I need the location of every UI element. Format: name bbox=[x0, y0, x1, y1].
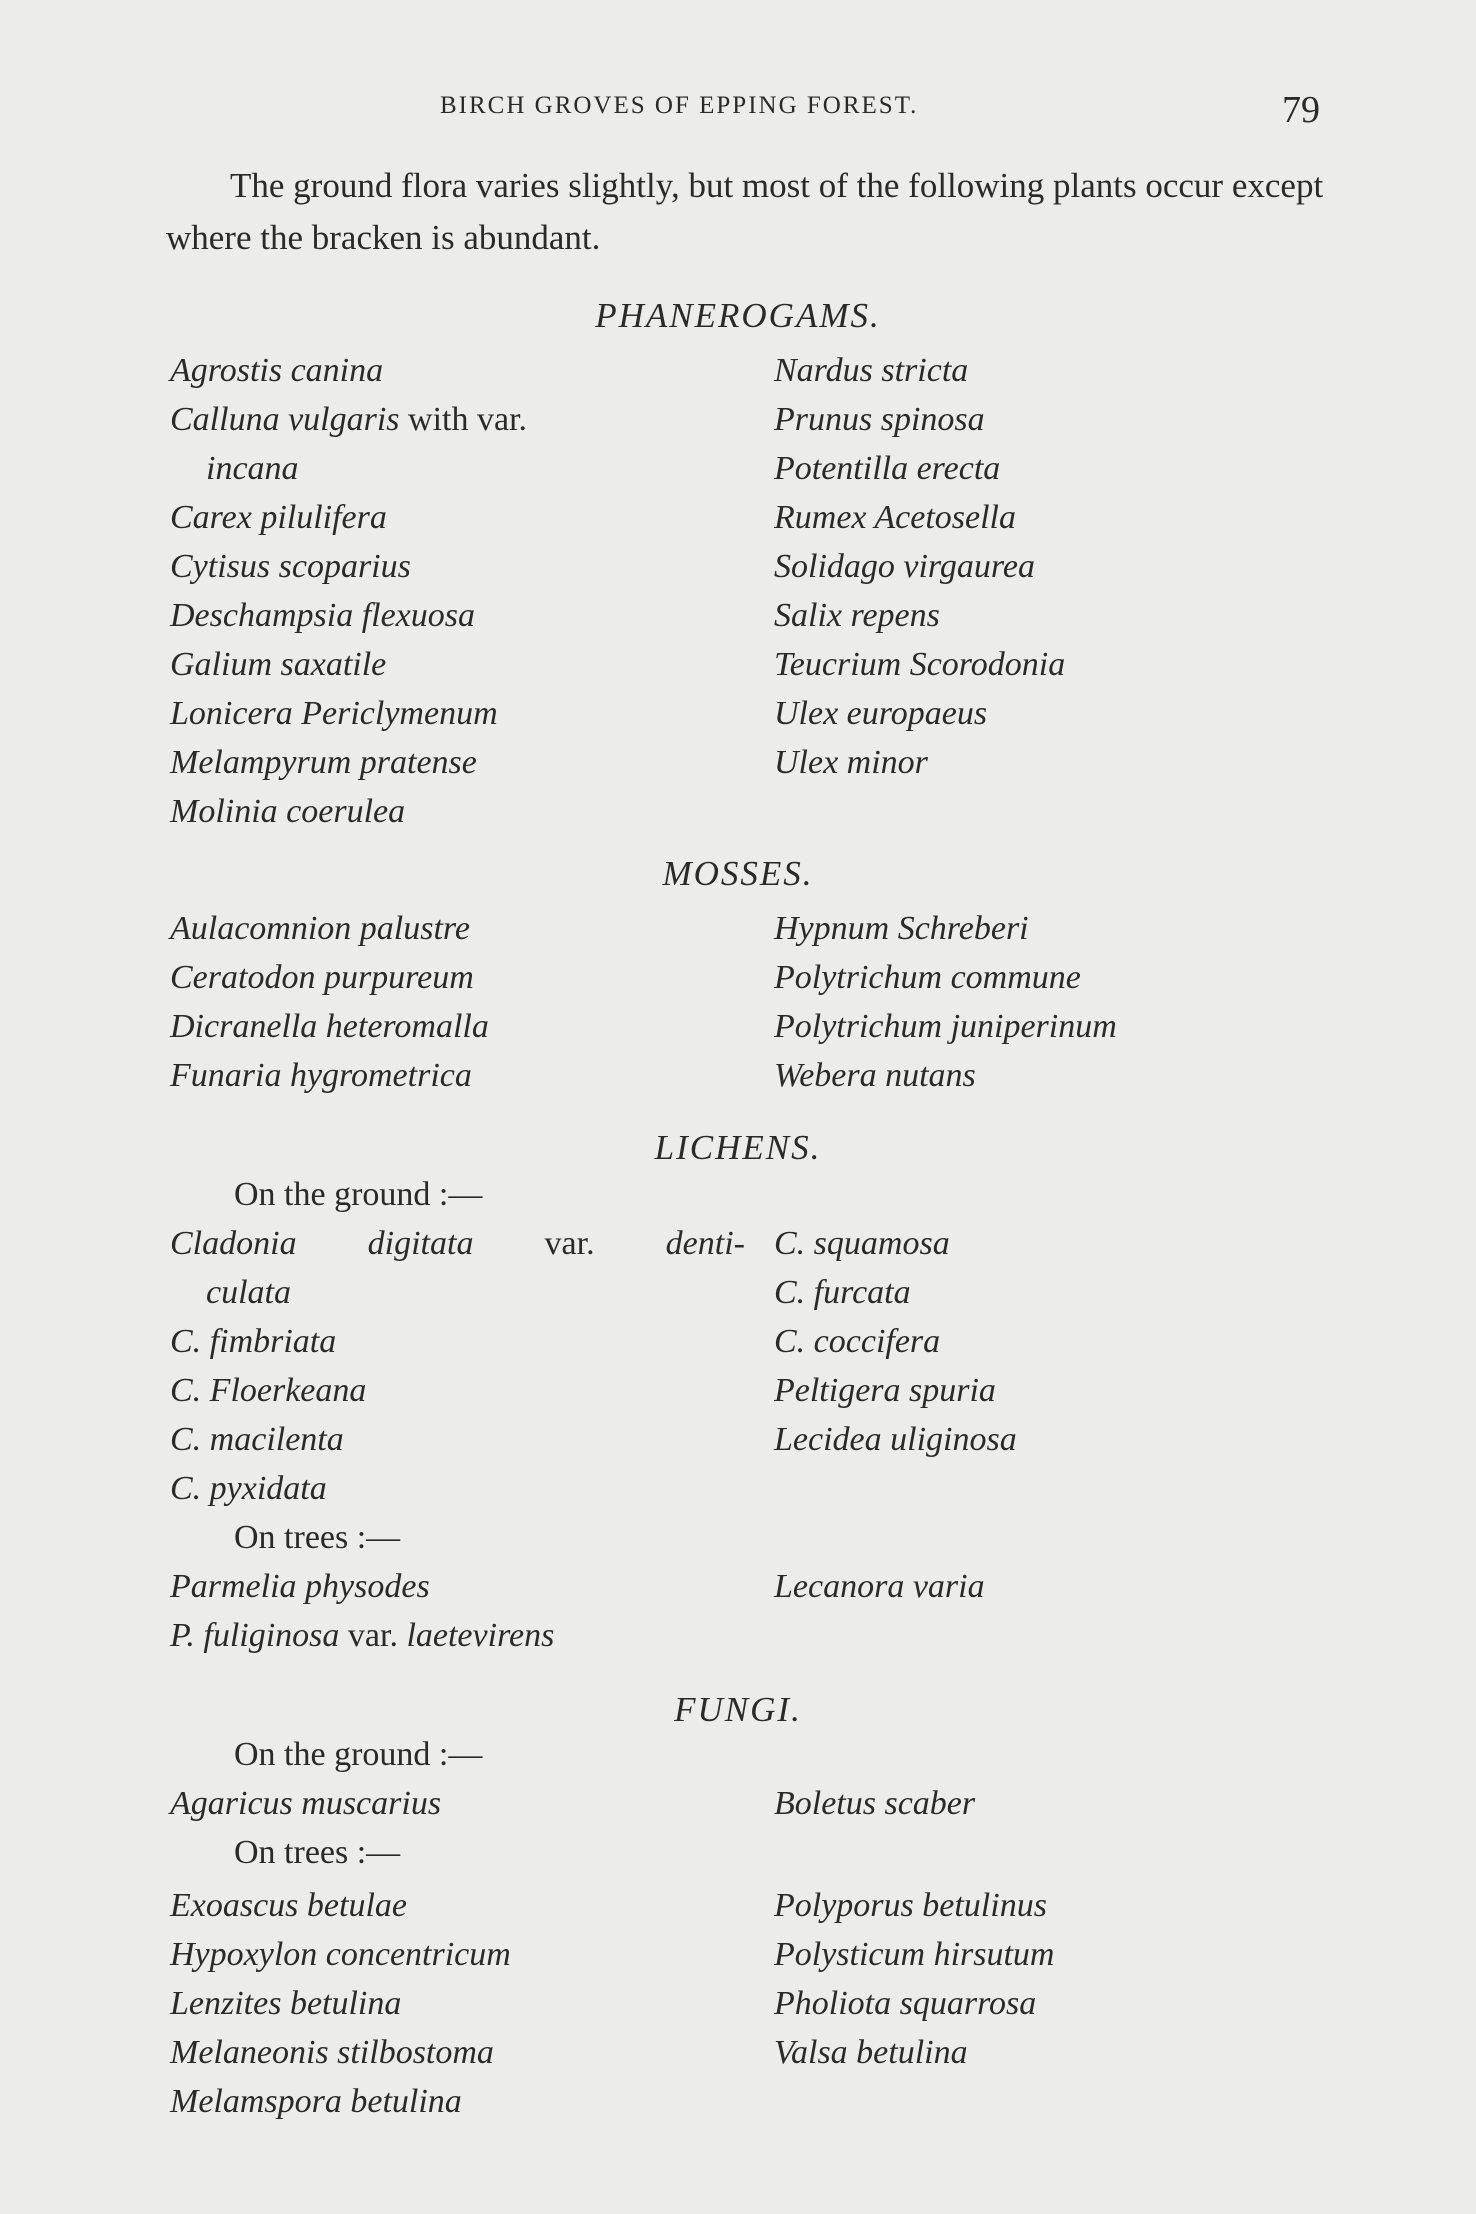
list-item bbox=[170, 548, 1340, 597]
page-number: 79 bbox=[1282, 89, 1320, 131]
variety-name: denti- bbox=[665, 1225, 745, 1262]
list-item bbox=[170, 910, 1340, 959]
species-right: Ulex minor bbox=[774, 744, 928, 781]
species-left: Melaneonis stilbostoma bbox=[170, 2034, 494, 2071]
subheading-on-ground: On the ground :— bbox=[234, 1176, 483, 1213]
list-item bbox=[170, 744, 1340, 793]
subheading-on-trees: On trees :— bbox=[234, 1519, 401, 1556]
list-item bbox=[170, 1887, 1340, 1936]
mosses-heading: MOSSES. bbox=[662, 854, 814, 893]
species-left: culata bbox=[206, 1274, 291, 1311]
species-left: Molinia coerulea bbox=[170, 793, 406, 830]
genus-word: Cladonia bbox=[170, 1225, 297, 1262]
list-item bbox=[170, 1372, 1340, 1421]
species-left: Exoascus betulae bbox=[170, 1887, 407, 1924]
species-left: C. macilenta bbox=[170, 1421, 344, 1458]
species-left: C. fimbriata bbox=[170, 1323, 337, 1360]
species-right: C. squamosa bbox=[774, 1225, 950, 1262]
species-left: incana bbox=[206, 450, 299, 487]
species-right: Nardus stricta bbox=[774, 352, 969, 389]
species-right: Valsa betulina bbox=[774, 2034, 968, 2071]
species-left: Hypoxylon concentricum bbox=[170, 1936, 511, 1973]
species-name: Calluna vulgaris bbox=[170, 401, 400, 438]
list-item bbox=[170, 1057, 1340, 1106]
list-item bbox=[170, 695, 1340, 744]
species-right: Hypnum Schreberi bbox=[774, 910, 1029, 947]
species-right: Rumex Acetosella bbox=[774, 499, 1017, 536]
species-left: C. Floerkeana bbox=[170, 1372, 367, 1409]
list-item bbox=[170, 2034, 1340, 2083]
list-item bbox=[170, 1470, 1340, 1519]
subheading-on-ground: On the ground :— bbox=[234, 1736, 483, 1773]
species-left bbox=[170, 1617, 554, 1655]
species-left: Agaricus muscarius bbox=[170, 1785, 442, 1822]
species-right: Prunus spinosa bbox=[774, 401, 985, 438]
species-right: Polysticum hirsutum bbox=[774, 1936, 1055, 1973]
running-title: BIRCH GROVES OF EPPING FOREST. bbox=[440, 92, 919, 119]
species-left: Deschampsia flexuosa bbox=[170, 597, 476, 634]
list-item bbox=[170, 1008, 1340, 1057]
list-item bbox=[170, 2083, 1340, 2132]
list-item bbox=[170, 597, 1340, 646]
species-right: Teucrium Scorodonia bbox=[774, 646, 1066, 683]
variety-word: var. bbox=[339, 1617, 407, 1654]
list-item bbox=[170, 959, 1340, 1008]
phanerogams-heading: PHANEROGAMS. bbox=[595, 296, 881, 335]
page-header bbox=[0, 89, 1476, 132]
intro-paragraph: The ground flora varies slightly, but most of the following plants occur except where the bracken is abundant. bbox=[166, 166, 1324, 257]
list-item bbox=[170, 1985, 1340, 2034]
species-left bbox=[170, 401, 527, 439]
list-item bbox=[170, 1274, 1340, 1323]
species-name: P. fuliginosa bbox=[170, 1617, 340, 1654]
species-right: C. coccifera bbox=[774, 1323, 941, 1360]
list-item bbox=[170, 646, 1340, 695]
list-item bbox=[170, 401, 1340, 450]
mosses-list bbox=[170, 910, 1340, 1106]
species-left: Aulacomnion palustre bbox=[170, 910, 470, 947]
species-right: Lecanora varia bbox=[774, 1568, 985, 1605]
variety-note: with var. bbox=[399, 401, 528, 438]
variety-name: laetevirens bbox=[406, 1617, 555, 1654]
species-left bbox=[170, 1225, 745, 1263]
species-right: Lecidea uliginosa bbox=[774, 1421, 1017, 1458]
species-right: Solidago virgaurea bbox=[774, 548, 1035, 585]
species-right: Polyporus betulinus bbox=[774, 1887, 1047, 1924]
list-item bbox=[170, 1421, 1340, 1470]
species-right: Potentilla erecta bbox=[774, 450, 1001, 487]
species-right: Salix repens bbox=[774, 597, 940, 634]
species-left: Melamspora betulina bbox=[170, 2083, 462, 2120]
lichens-list bbox=[170, 1176, 1340, 1666]
phanerogams-list bbox=[170, 352, 1340, 842]
species-right: Boletus scaber bbox=[774, 1785, 976, 1822]
fungi-heading: FUNGI. bbox=[674, 1690, 802, 1729]
species-right: Polytrichum commune bbox=[774, 959, 1081, 996]
list-item bbox=[170, 1785, 1340, 1834]
species-left: C. pyxidata bbox=[170, 1470, 327, 1507]
species-left: Dicranella heteromalla bbox=[170, 1008, 489, 1045]
species-right: Webera nutans bbox=[774, 1057, 976, 1094]
list-item bbox=[170, 793, 1340, 842]
species-right: Polytrichum juniperinum bbox=[774, 1008, 1117, 1045]
lichens-heading: LICHENS. bbox=[654, 1128, 822, 1167]
list-item bbox=[170, 499, 1340, 548]
species-left: Ceratodon purpureum bbox=[170, 959, 474, 996]
list-item bbox=[170, 1225, 1340, 1274]
list-item bbox=[170, 1568, 1340, 1617]
species-right: Peltigera spuria bbox=[774, 1372, 996, 1409]
fungi-list bbox=[170, 1736, 1340, 2132]
species-left: Parmelia physodes bbox=[170, 1568, 430, 1605]
species-right: C. furcata bbox=[774, 1274, 911, 1311]
species-left: Funaria hygrometrica bbox=[170, 1057, 472, 1094]
species-left: Agrostis canina bbox=[170, 352, 384, 389]
species-right: Ulex europaeus bbox=[774, 695, 988, 732]
species-word: digitata bbox=[367, 1225, 474, 1262]
species-left: Carex pilulifera bbox=[170, 499, 387, 536]
species-left: Cytisus scoparius bbox=[170, 548, 411, 585]
variety-word: var. bbox=[544, 1225, 595, 1262]
list-item bbox=[170, 1323, 1340, 1372]
list-item bbox=[170, 1617, 1340, 1666]
list-item bbox=[170, 450, 1340, 499]
species-right: Pholiota squarrosa bbox=[774, 1985, 1037, 2022]
list-item bbox=[170, 352, 1340, 401]
list-item bbox=[170, 1936, 1340, 1985]
species-left: Melampyrum pratense bbox=[170, 744, 477, 781]
species-left: Lenzites betulina bbox=[170, 1985, 402, 2022]
species-left: Galium saxatile bbox=[170, 646, 387, 683]
subheading-on-trees: On trees :— bbox=[234, 1834, 401, 1871]
species-left: Lonicera Periclymenum bbox=[170, 695, 498, 732]
